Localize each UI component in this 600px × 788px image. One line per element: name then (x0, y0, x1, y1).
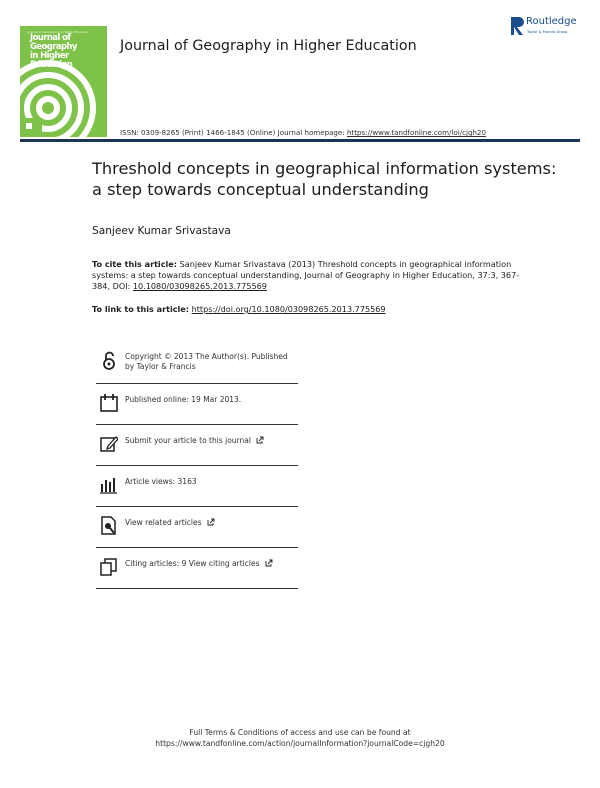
info-row-submit[interactable] (96, 425, 298, 466)
publisher-logo[interactable] (511, 16, 587, 40)
calendar-icon (100, 393, 118, 413)
article-title: Threshold concepts in geographical information systems: a step towards conceptual understanding (92, 159, 557, 199)
external-link-icon (265, 559, 273, 567)
link-label: To link to this article: (92, 304, 190, 314)
article-link-line (92, 304, 386, 314)
open-access-lock-icon (100, 351, 118, 371)
citation-text: Sanjeev Kumar Srivastava (2013) Threshold concepts in geographical information systems: a step towards conceptual understanding, Journal of Geography in Higher Education, 37:3, 367-384, DOI: (92, 259, 520, 291)
footer (0, 727, 600, 749)
info-row-text[interactable] (125, 559, 299, 569)
info-row-text: Article views: 3163 (125, 477, 197, 486)
bar-chart-icon (100, 475, 118, 495)
copy-icon (100, 557, 118, 577)
journal-cover-thumbnail (20, 26, 107, 137)
related-articles-link[interactable]: View related articles (125, 518, 202, 527)
publisher-name: Routledge (526, 16, 577, 27)
cover-top-text: Journal of Geography in Higher Education (27, 30, 90, 34)
article-author: Sanjeev Kumar Srivastava (92, 225, 231, 237)
info-row-text[interactable] (125, 436, 299, 446)
citation-block (92, 259, 522, 292)
info-row-views (96, 466, 298, 507)
footer-line1: Full Terms & Conditions of access and use can be found at (189, 728, 411, 737)
cover-title-line2: in Higher Education (30, 51, 73, 70)
info-row-text[interactable] (125, 518, 299, 528)
issn-text: ISSN: 0309-8265 (Print) 1466-1845 (Online) Journal homepage: (120, 128, 345, 137)
issn-line (120, 128, 486, 137)
info-row-text: Published online: 19 Mar 2013. (125, 395, 242, 404)
external-link-icon (207, 518, 215, 526)
publisher-subtitle: Taylor & Francis Group (527, 30, 568, 34)
cover-title (30, 34, 106, 70)
footer-terms-link[interactable]: https://www.tandfonline.com/action/journalInformation?journalCode=cjgh20 (155, 739, 445, 748)
info-row-related[interactable] (96, 507, 298, 548)
external-link-icon (256, 436, 264, 444)
info-row-text: Copyright © 2013 The Author(s). Published by Taylor & Francis (125, 352, 288, 371)
citation-doi-link[interactable]: 10.1080/03098265.2013.775569 (132, 281, 267, 291)
article-doi-link[interactable]: https://doi.org/10.1080/03098265.2013.775569 (191, 304, 386, 314)
info-row-copyright (96, 343, 298, 384)
header-divider (20, 139, 580, 142)
edit-icon (100, 434, 118, 454)
info-row-published (96, 384, 298, 425)
article-info-list (96, 343, 298, 589)
citation-label: To cite this article: (92, 259, 178, 269)
cover-title-line1: Journal of Geography (30, 33, 77, 52)
submit-article-link[interactable]: Submit your article to this journal (125, 436, 251, 445)
routledge-logo-icon (511, 16, 525, 36)
info-row-citing[interactable] (96, 548, 298, 589)
journal-title: Journal of Geography in Higher Education (120, 38, 417, 54)
search-document-icon (100, 516, 118, 536)
journal-homepage-link[interactable]: https://www.tandfonline.com/loi/cjgh20 (346, 128, 487, 137)
citing-articles-link[interactable]: Citing articles: 9 View citing articles (125, 559, 260, 568)
